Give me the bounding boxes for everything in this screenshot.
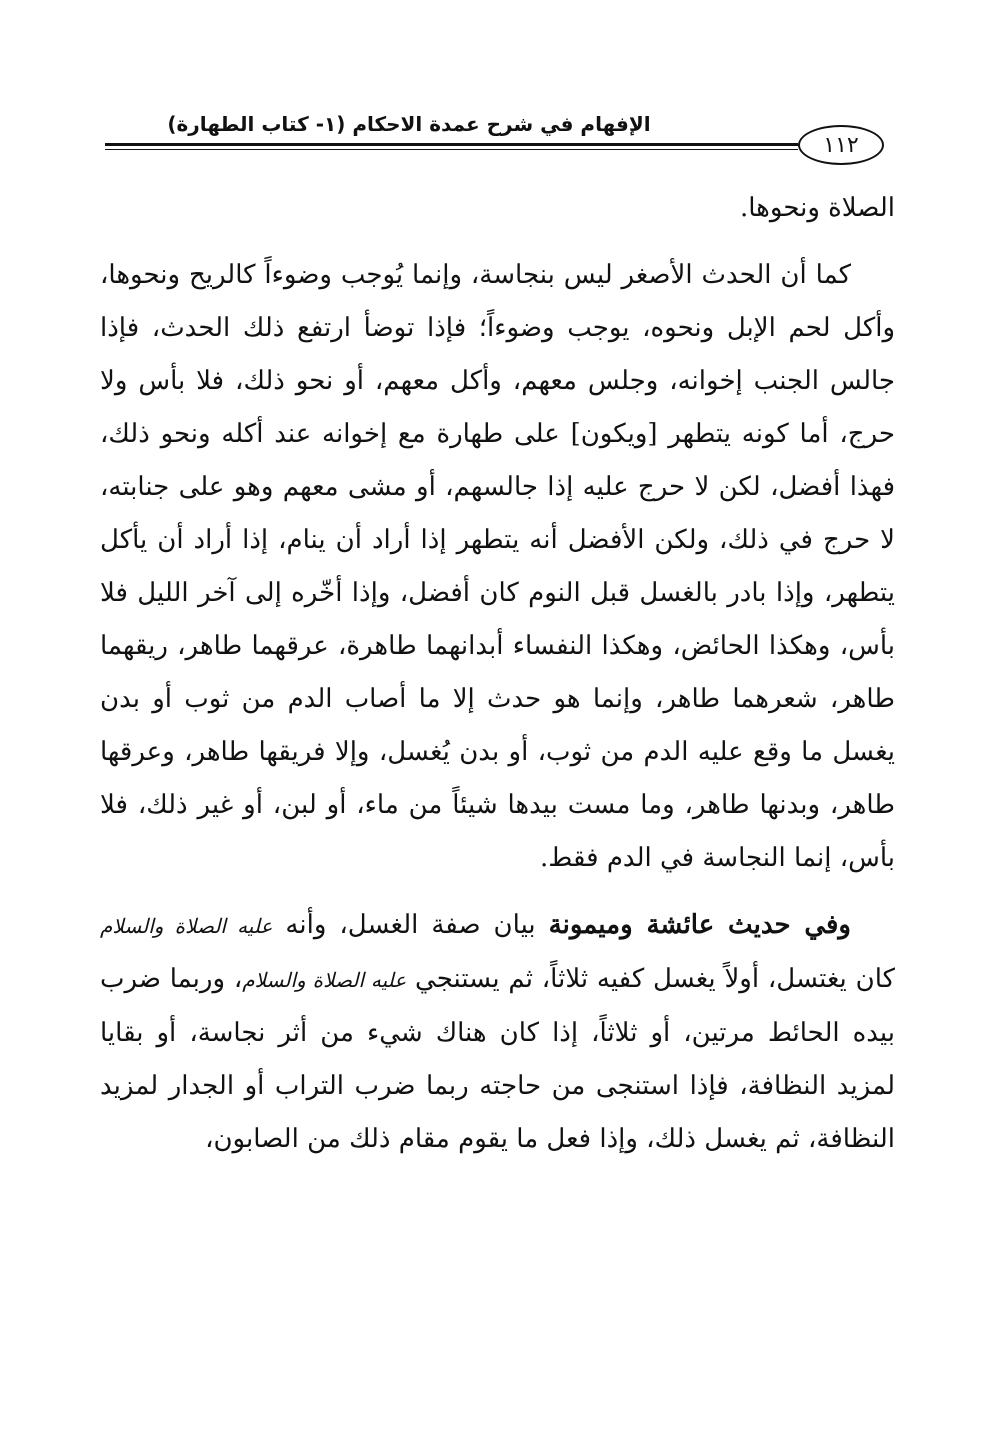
- main-text: [100, 182, 895, 1166]
- paragraph-2-text-c: ، وربما ضرب بيده الحائط مرتين، أو ثلاثاً، إذا كان هناك شيء من أثر نجاسة، أو بقايا لمزيد النظافة، فإذا استنجى من حاجته ربما ضرب التراب أو الجدار لمزيد النظافة، ثم يغسل ذلك، وإذا فعل ما يقوم مقام ذلك من الصابون،: [100, 964, 895, 1154]
- honorific-2: عليه الصلاة والسلام: [242, 968, 407, 992]
- paragraph-2-text-b: كان يغتسل، أولاً يغسل كفيه ثلاثاً، ثم يستنجي: [406, 964, 895, 994]
- paragraph-2-text-a: بيان صفة الغسل، وأنه: [272, 910, 549, 940]
- header-rule: [105, 143, 798, 150]
- paragraph-1: كما أن الحدث الأصغر ليس بنجاسة، وإنما يُوجب وضوءاً كالريح ونحوها، وأكل لحم الإبل ونحوه، يوجب وضوءاً؛ فإذا توضأ ارتفع ذلك الحدث، فإذا جالس الجنب إخوانه، وجلس معهم، وأكل معهم، أو نحو ذلك، فلا بأس ولا حرج، أما كونه يتطهر [ويكون] على طهارة مع إخوانه عند أكله ونحو ذلك، فهذا أفضل، لكن لا حرج عليه إذا جالسهم، أو مشى معهم وهو على جنابته، لا حرج في ذلك، ولكن الأفضل أنه يتطهر إذا أراد أن ينام، إذا أراد أن يأكل يتطهر، وإذا بادر بالغسل قبل النوم كان أفضل، وإذا أخّره إلى آخر الليل فلا بأس، وهكذا الحائض، وهكذا النفساء أبدانهما طاهرة، عرقهما طاهر، ريقهما طاهر، شعرهما طاهر، وإنما هو حدث إلا ما أصاب الدم من ثوب أو بدن يغسل ما وقع عليه الدم من ثوب، أو بدن يُغسل، وإلا فريقها طاهر، وعرقها طاهر، وبدنها طاهر، وما مست بيدها شيئاً من ماء، أو لبن، أو غير ذلك، فلا بأس، إنما النجاسة في الدم فقط.: [100, 260, 895, 873]
- running-header: [105, 100, 888, 178]
- hadith-reference: وفي حديث عائشة وميمونة: [548, 910, 851, 940]
- paragraph-2: [100, 899, 895, 1166]
- honorific-1: عليه الصلاة والسلام: [100, 914, 273, 938]
- header-title: الإفهام في شرح عمدة الاحكام (١- كتاب الطهارة): [167, 112, 651, 136]
- page-number: ١١٢: [798, 125, 884, 165]
- paragraph-continuation: الصلاة ونحوها.: [740, 193, 895, 223]
